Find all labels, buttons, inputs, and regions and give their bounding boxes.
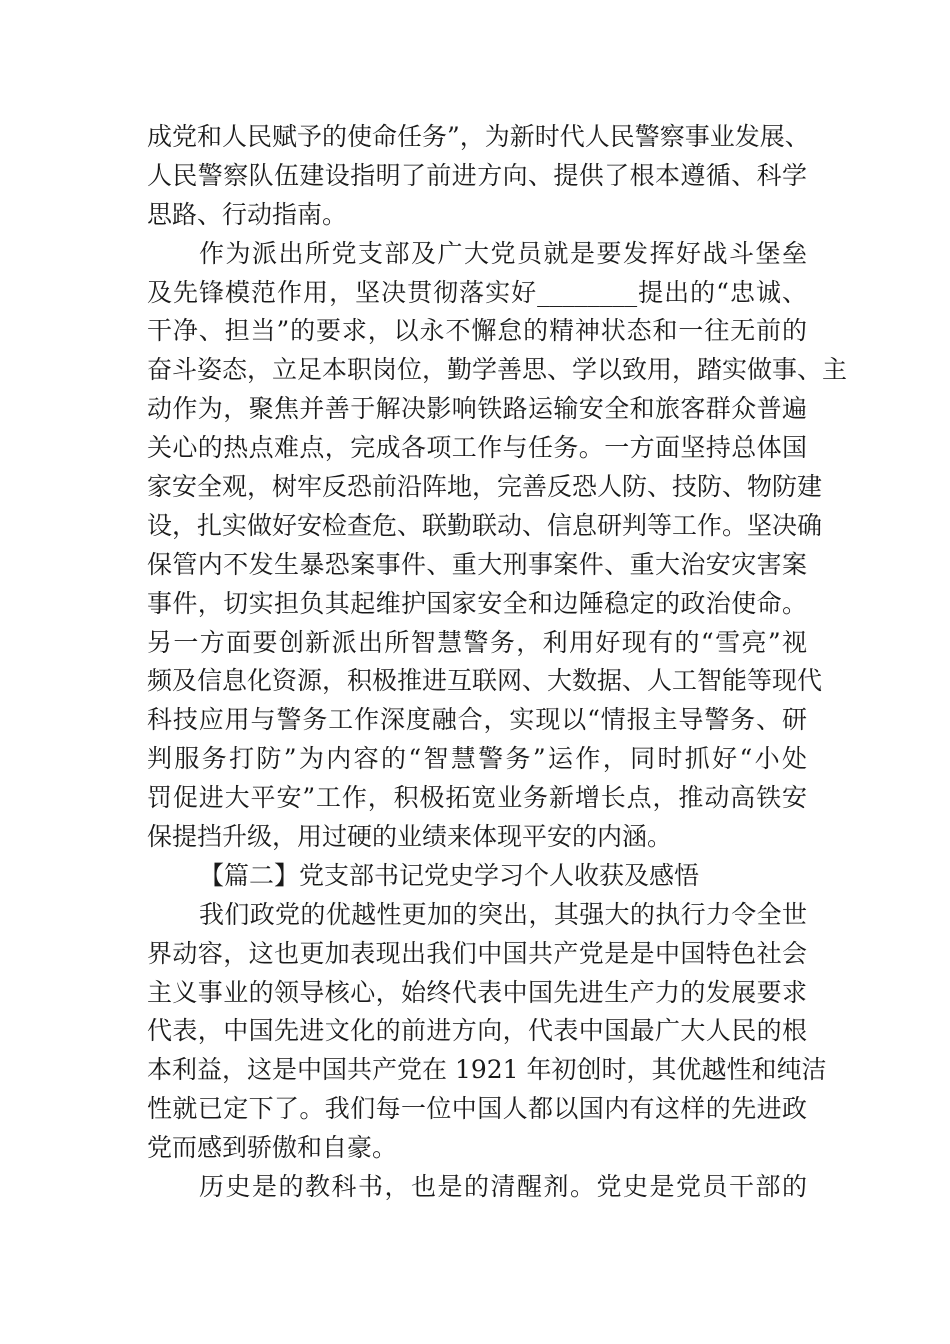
text-line: 党而感到骄傲和自豪。	[147, 1133, 398, 1163]
text-line: 历史是的教科书，也是的清醒剂。党史是党员干部的	[199, 1172, 807, 1202]
text-line: 我们政党的优越性更加的突出，其强大的执行力令全世	[199, 899, 807, 929]
text-line: 本利益，这是中国共产党在 1921 年初创时，其优越性和纯洁	[147, 1055, 827, 1085]
text-line: 界动容，这也更加表现出我们中国共产党是是中国特色社会	[147, 938, 807, 968]
text-line: 奋斗姿态，立足本职岗位，勤学善思、学以致用，踏实做事、主	[147, 355, 848, 385]
text-line: 保提挡升级，用过硬的业绩来体现平安的内涵。	[147, 822, 673, 852]
text-line: 代表，中国先进文化的前进方向，代表中国最广大人民的根	[147, 1016, 807, 1046]
text-line: 【篇二】党支部书记党史学习个人收获及感悟	[199, 860, 700, 890]
text-line: 保管内不发生暴恐案事件、重大刑事案件、重大治安灾害案	[147, 549, 807, 579]
text-line: 判服务打防”为内容的“智慧警务”运作，同时抓好“小处	[147, 744, 807, 774]
text-line: 科技应用与警务工作深度融合，实现以“情报主导警务、研	[147, 705, 807, 735]
text-line: 另一方面要创新派出所智慧警务，利用好现有的“雪亮”视	[147, 627, 807, 657]
text-line: 性就已定下了。我们每一位中国人都以国内有这样的先进政	[147, 1094, 807, 1124]
text-line: 人民警察队伍建设指明了前进方向、提供了根本遵循、科学	[147, 160, 807, 190]
text-line: 作为派出所党支部及广大党员就是要发挥好战斗堡垒	[199, 238, 807, 268]
text-line: 设，扎实做好安检查危、联勤联动、信息研判等工作。坚决确	[147, 510, 823, 540]
text-line: 动作为，聚焦并善于解决影响铁路运输安全和旅客群众普遍	[147, 394, 807, 424]
text-line: 及先锋模范作用，坚决贯彻落实好________提出的“忠诚、	[147, 277, 807, 307]
text-line: 频及信息化资源，积极推进互联网、大数据、人工智能等现代	[147, 666, 823, 696]
text-line: 事件，切实担负其起维护国家安全和边陲稳定的政治使命。	[147, 588, 807, 618]
document-page	[147, 118, 848, 1207]
text-line: 思路、行动指南。	[147, 199, 348, 229]
text-line: 罚促进大平安”工作，积极拓宽业务新增长点，推动高铁安	[147, 783, 807, 813]
text-line: 主义事业的领导核心，始终代表中国先进生产力的发展要求	[147, 977, 807, 1007]
text-line: 干净、担当”的要求，以永不懈怠的精神状态和一往无前的	[147, 316, 807, 346]
text-line: 关心的热点难点，完成各项工作与任务。一方面坚持总体国	[147, 433, 807, 463]
text-line: 家安全观，树牢反恐前沿阵地，完善反恐人防、技防、物防建	[147, 472, 823, 502]
text-line: 成党和人民赋予的使命任务”，为新时代人民警察事业发展、	[147, 122, 810, 151]
